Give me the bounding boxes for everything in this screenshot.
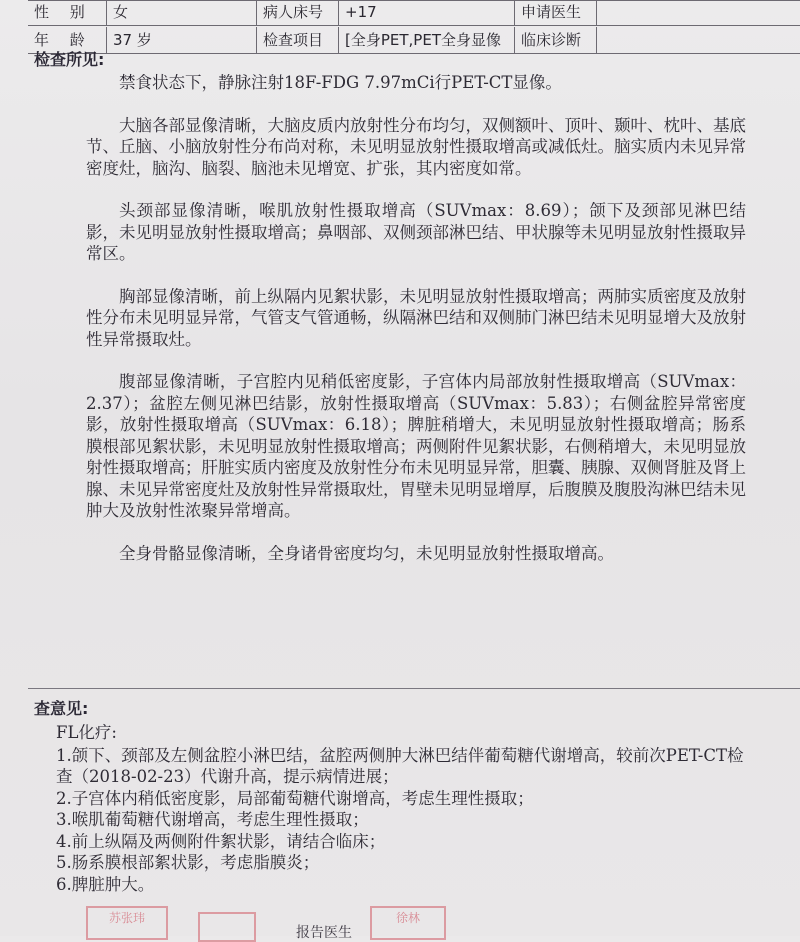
findings-paragraph: 禁食状态下，静脉注射18F-FDG 7.97mCi行PET-CT显像。 xyxy=(119,73,562,92)
gender-label: 性 别 xyxy=(34,3,93,21)
findings-paragraph: 腹部显像清晰，子宫腔内见稍低密度影，子宫体内局部放射性摄取增高（SUVmax：2.37）；盆腔左侧见淋巴结影，放射性摄取增高（SUVmax：5.83）；右侧盆腔异常密度影，放射性摄取增高（SUVmax：6.18）；脾脏稍增大，未见明显放射性摄取增高；肠系膜根部见絮状影，未见明显放射性摄取增高；两侧附件见絮状影，右侧稍增大，未见明显放射性摄取增高；肝脏实质内密度及放射性分布未见明显异常，胆囊、胰腺、双侧肾脏及肾上腺、未见异常密度灶及放射性异常摄取灶，胃壁未见明显增厚，后腹膜及腹股沟淋巴结未见肿大及放射性浓聚异常增高。 xyxy=(86,372,746,520)
findings-paragraph: 胸部显像清晰，前上纵隔内见絮状影，未见明显放射性摄取增高；两肺实质密度及放射性分布未见明显异常，气管支气管通畅，纵隔淋巴结和双侧肺门淋巴结未见明显增大及放射性异常摄取灶。 xyxy=(86,286,746,349)
bed-value: +17 xyxy=(338,0,514,25)
conclusion-item: 4.前上纵隔及两侧附件絮状影，请结合临床； xyxy=(56,831,386,851)
doctor-stamp-2: 徐林 xyxy=(370,906,446,940)
diag-value xyxy=(596,27,800,53)
conclusion-item: 5.肠系膜根部絮状影，考虑脂膜炎； xyxy=(56,853,320,872)
gender-value: 女 xyxy=(106,0,256,25)
conclusion-item: 6.脾脏肿大。 xyxy=(56,874,155,894)
bed-label: 病人床号 xyxy=(256,0,338,25)
patient-info-row-2 xyxy=(28,27,800,54)
age-label: 年 龄 xyxy=(34,31,93,49)
report-doctor-label: 报告医生 xyxy=(296,925,352,941)
findings-body xyxy=(86,72,746,585)
conclusion-body xyxy=(56,722,746,895)
findings-title: 检查所见: xyxy=(34,50,105,69)
patient-info-table xyxy=(28,0,800,57)
doctor-signature xyxy=(198,912,256,942)
conclusion-title: 查意见: xyxy=(34,699,89,718)
findings-paragraph: 头颈部显像清晰，喉肌放射性摄取增高（SUVmax：8.69）；颌下及颈部见淋巴结影，未见明显放射性摄取增高；鼻咽部、双侧颈部淋巴结、甲状腺等未见明显放射性摄取异常区。 xyxy=(86,201,746,263)
conclusion-item: 3.喉肌葡萄糖代谢增高，考虑生理性摄取； xyxy=(56,810,369,829)
patient-info-row-1 xyxy=(28,0,800,26)
diag-label: 临床诊断 xyxy=(514,27,596,53)
section-divider xyxy=(28,688,800,689)
exam-label: 检查项目 xyxy=(256,27,338,53)
doctor-value xyxy=(596,0,800,25)
doctor-label: 申请医生 xyxy=(514,0,596,25)
findings-paragraph: 全身骨骼显像清晰，全身诸骨密度均匀，未见明显放射性摄取增高。 xyxy=(119,543,614,563)
exam-value: [全身PET,PET全身显像 xyxy=(338,27,514,53)
doctor-stamp-1: 苏张玮 xyxy=(86,906,168,940)
conclusion-intro: FL化疗: xyxy=(56,723,117,742)
age-value: 37 岁 xyxy=(106,27,256,53)
conclusion-item: 1.颌下、颈部及左侧盆腔小淋巴结，盆腔两侧肿大淋巴结伴葡萄糖代谢增高，较前次PET-CT检查（2018-02-23）代谢升高，提示病情进展； xyxy=(56,745,744,786)
findings-paragraph: 大脑各部显像清晰，大脑皮质内放射性分布均匀，双侧额叶、顶叶、颞叶、枕叶、基底节、丘脑、小脑放射性分布尚对称，未见明显放射性摄取增高或减低灶。脑实质内未见异常密度灶，脑沟、脑裂、脑池未见增宽、扩张，其内密度如常。 xyxy=(86,115,746,178)
conclusion-item: 2.子宫体内稍低密度影，局部葡萄糖代谢增高，考虑生理性摄取； xyxy=(56,788,534,808)
